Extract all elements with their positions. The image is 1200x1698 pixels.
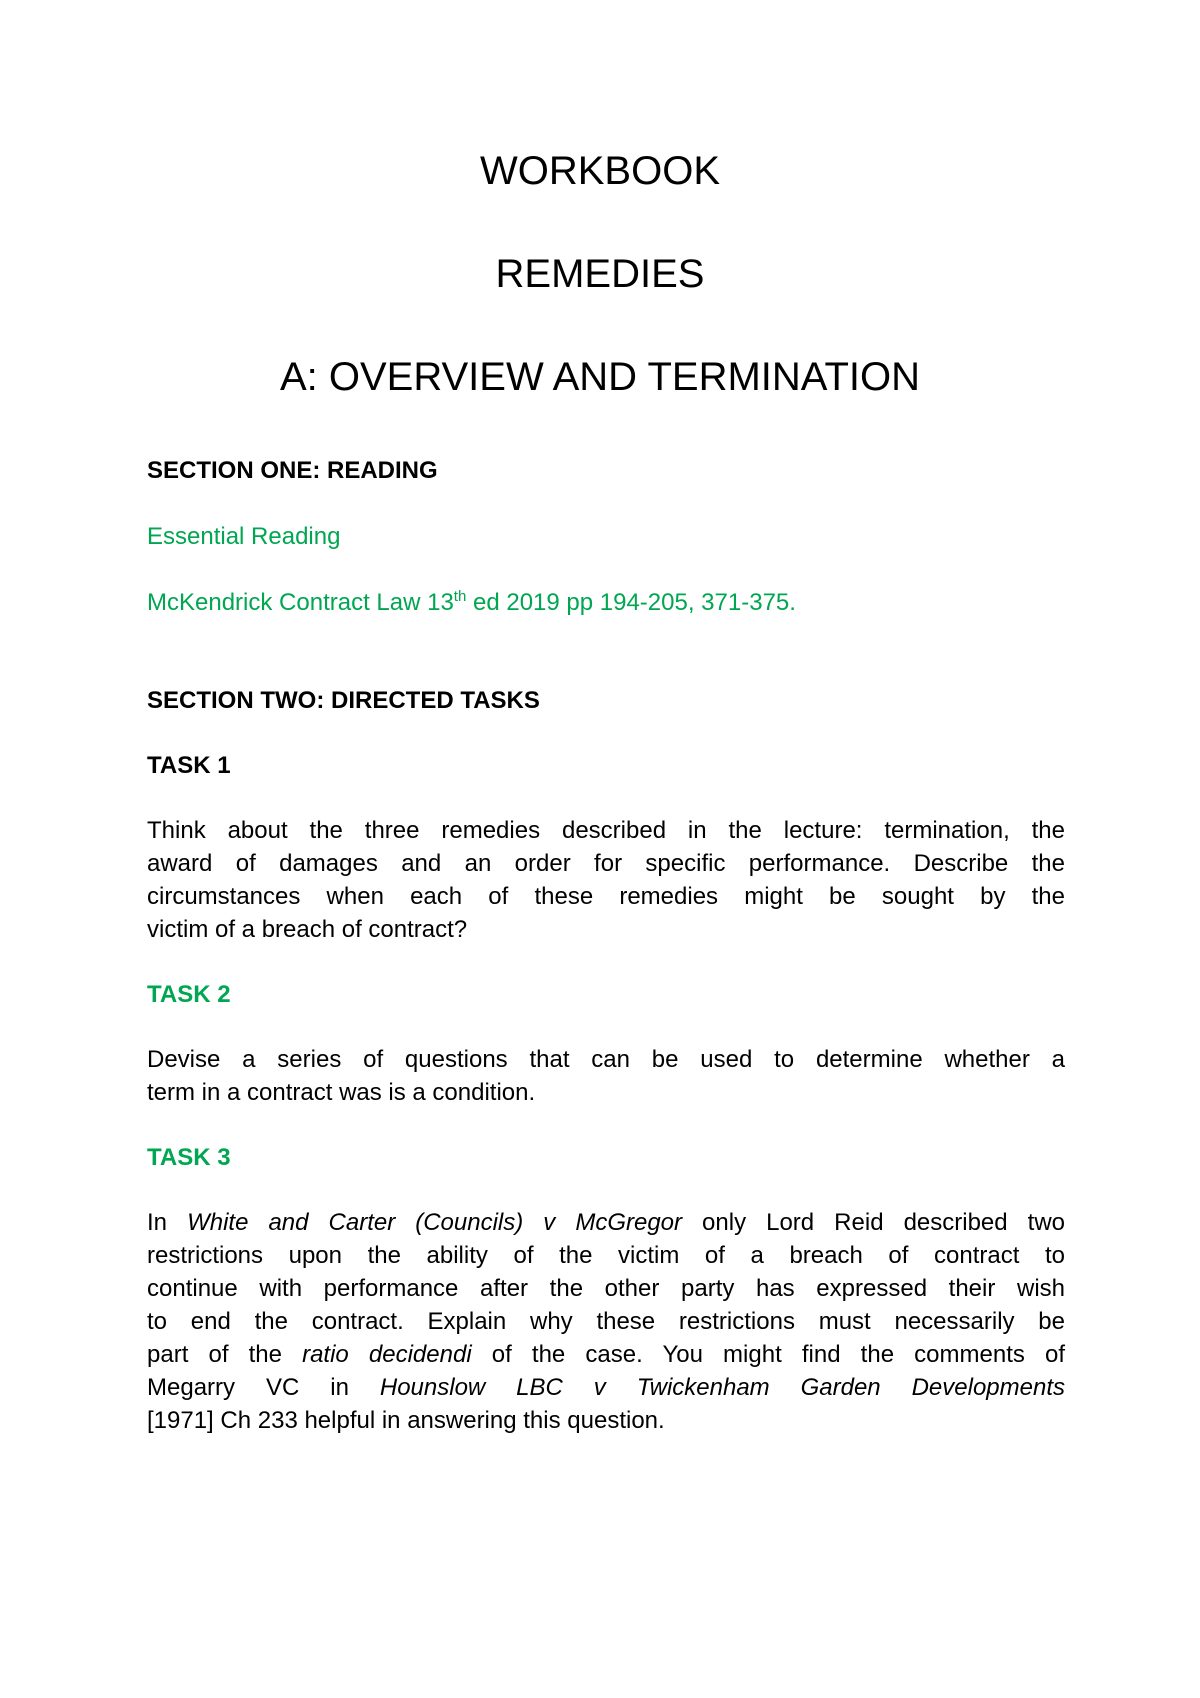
section-one-heading: SECTION ONE: READING xyxy=(147,457,438,484)
task3-line xyxy=(147,1206,1065,1239)
task1-line: victim of a breach of contract? xyxy=(147,916,468,943)
reading-reference xyxy=(147,588,796,618)
task3-paragraph xyxy=(147,1206,1065,1437)
essential-reading-label: Essential Reading xyxy=(147,523,341,550)
task3-line: [1971] Ch 233 helpful in answering this question. xyxy=(147,1407,665,1434)
case-name-hounslow: Hounslow LBC v Twickenham Garden Developments xyxy=(379,1374,1065,1401)
task3-text: In xyxy=(147,1209,188,1236)
task1-line: Think about the three remedies described in the lecture: termination, the xyxy=(147,817,1065,844)
task1-line: circumstances when each of these remedies might be sought by the xyxy=(147,883,1065,910)
title-overview-termination: A: OVERVIEW AND TERMINATION xyxy=(279,355,921,399)
task3-text: Megarry VC in xyxy=(147,1374,380,1401)
task3-line: restrictions upon the ability of the victim of a breach of contract to xyxy=(147,1242,1065,1269)
title-workbook: WORKBOOK xyxy=(479,149,721,193)
task3-line xyxy=(147,1338,1065,1371)
title-remedies: REMEDIES xyxy=(495,252,705,296)
reading-ref-rest: ed 2019 pp 194-205, 371-375. xyxy=(466,589,796,616)
task3-heading: TASK 3 xyxy=(147,1144,231,1171)
task2-paragraph xyxy=(147,1043,1065,1109)
task2-line: Devise a series of questions that can be used to determine whether a xyxy=(147,1046,1065,1073)
task3-line: to end the contract. Explain why these restrictions must necessarily be xyxy=(147,1308,1065,1335)
task2-line: term in a contract was is a condition. xyxy=(147,1079,536,1106)
task1-heading: TASK 1 xyxy=(147,752,231,779)
task3-text: part of the xyxy=(147,1341,303,1368)
reading-ref-main: McKendrick Contract Law 13 xyxy=(147,589,454,616)
task3-text: of the case. You might find the comments of xyxy=(471,1341,1065,1368)
task3-text: only Lord Reid described two xyxy=(682,1209,1066,1236)
task2-heading: TASK 2 xyxy=(147,981,231,1008)
task3-line xyxy=(147,1371,1065,1404)
section-two-heading: SECTION TWO: DIRECTED TASKS xyxy=(147,687,540,714)
task1-line: award of damages and an order for specific performance. Describe the xyxy=(147,850,1065,877)
reading-ref-sup: th xyxy=(453,588,467,605)
task3-line: continue with performance after the other party has expressed their wish xyxy=(147,1275,1065,1302)
ratio-decidendi-term: ratio decidendi xyxy=(302,1341,472,1368)
case-name-white-carter: White and Carter (Councils) v McGregor xyxy=(187,1209,683,1236)
task1-paragraph xyxy=(147,814,1065,946)
